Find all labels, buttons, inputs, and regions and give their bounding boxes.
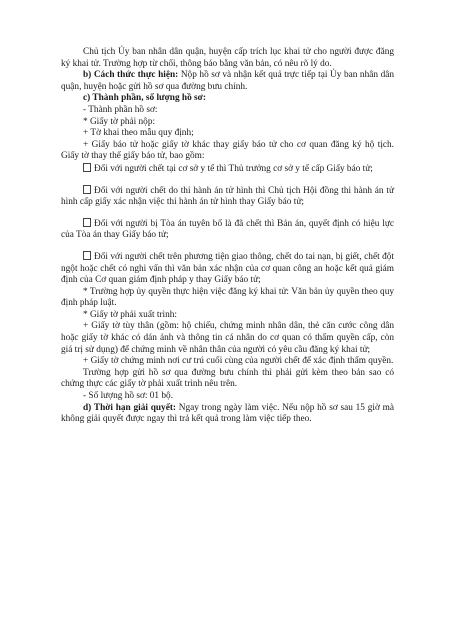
section-d-text: Ngay trong ngày làm việc. Nếu nộp hồ sơ sau 15 giờ mà không giải quyết được ngay thì trả kết quả trong làm việc tiếp theo. (61, 402, 394, 425)
checkbox-icon (83, 163, 91, 172)
paragraph-c-4: + Giấy báo tử hoặc giấy tờ khác thay giấy báo tử cho cơ quan đăng ký hộ tịch. Giấy tờ thay thế giấy báo tử, bao gồm: (61, 139, 394, 162)
section-d (61, 403, 394, 426)
paragraph-c-10: * Giấy tờ phải xuất trình: (83, 309, 177, 320)
paragraph-c-9: * Trường hợp ủy quyền thực hiện việc đăng ký khai tử: Văn bản ủy quyền theo quy định pháp luật. (61, 286, 394, 309)
paragraph-c-6 (61, 185, 394, 209)
section-d-heading: d) Thời hạn giải quyết: (83, 402, 177, 413)
paragraph-c-7-text: Đối với người bị Tòa án tuyên bố là đã chết thì Bản án, quyết định có hiệu lực của Tòa án thay Giấy báo tử; (61, 218, 394, 241)
document-body (61, 47, 394, 426)
checkbox-icon (83, 218, 91, 227)
checkbox-icon (83, 185, 91, 194)
paragraph-c-8 (61, 251, 394, 287)
paragraph-result: Chủ tịch Ủy ban nhân dân quận, huyện cấp trích lục khai tử cho người được đăng ký khai tử. Trường hợp từ chối, thông báo bằng văn bản, có nêu rõ lý do. (61, 47, 394, 69)
paragraph-c-14: - Số lượng hồ sơ: 01 bộ. (83, 391, 174, 402)
paragraph-c-13: Trường hợp gửi hồ sơ qua đường bưu chính thì phải gửi kèm theo bản sao có chứng thực các giấy tờ phải xuất trình nêu trên. (61, 367, 394, 390)
section-b-text: Nộp hồ sơ và nhận kết quả trực tiếp tại Ủy ban nhân dân quận, huyện hoặc gửi hồ sơ qua đường bưu chính. (61, 70, 394, 92)
paragraph-c-6-text: Đối với người chết do thi hành án tử hình thì Chủ tịch Hội đồng thi hành án tử hình cấp giấy xác nhận việc thi hành án tử hình thay Giấy báo tử; (61, 185, 394, 208)
paragraph-c-5-text: Đối với người chết tại cơ sở y tế thì Thủ trưởng cơ sở y tế cấp Giấy báo tử; (94, 163, 373, 174)
paragraph-c-12: + Giấy tờ chứng minh nơi cư trú cuối cùng của người chết để xác định thẩm quyền. (83, 356, 394, 367)
paragraph-c-3: + Tờ khai theo mẫu quy định; (83, 128, 194, 139)
paragraph-c-2: * Giấy tờ phải nộp: (83, 116, 156, 127)
section-b-heading: b) Cách thức thực hiện: (83, 70, 179, 81)
paragraph-c-11: + Giấy tờ tùy thân (gồm: hộ chiếu, chứng minh nhân dân, thẻ căn cước công dân hoặc giấy tờ khác có dán ảnh và thông tin cá nhân do cơ quan có thẩm quyền cấp, còn giá trị sử dụng) để chứng minh về nhân thân của người có yêu cầu đăng ký khai tử; (61, 321, 394, 355)
paragraph-c-7 (61, 218, 394, 242)
paragraph-c-8-text: Đối với người chết trên phương tiện giao thông, chết do tai nạn, bị giết, chết đột ngột hoặc chết có nghi vấn thì văn bản xác nhận của cơ quan công an hoặc kết quả giám định của Cơ quan giám định pháp y thay Giấy báo tử; (61, 251, 394, 286)
checkbox-icon (83, 251, 91, 260)
paragraph-c-5 (61, 163, 394, 176)
paragraph-c-1: - Thành phần hồ sơ: (83, 104, 158, 115)
section-b (61, 70, 394, 93)
section-c-heading: c) Thành phần, số lượng hồ sơ: (83, 93, 206, 104)
